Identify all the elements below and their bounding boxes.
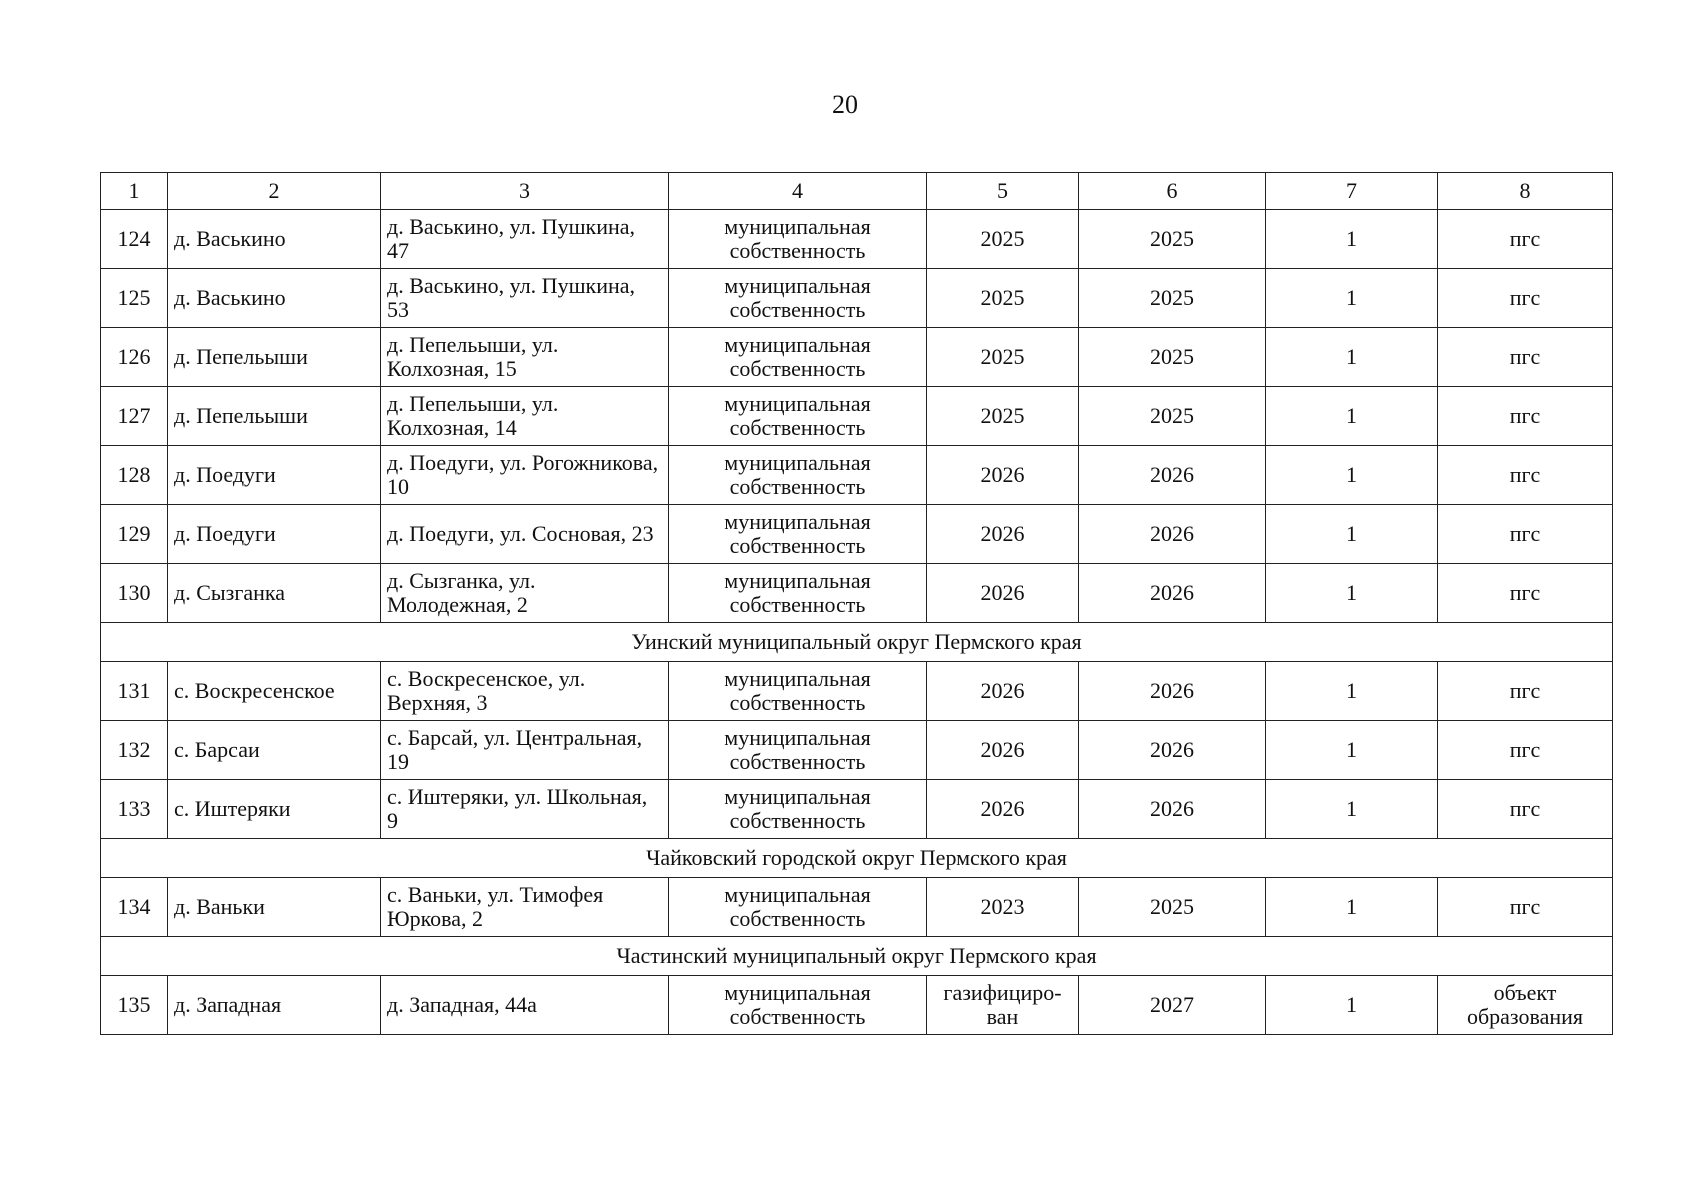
settlement-name-cell: д. Западная: [168, 976, 381, 1035]
table-row: [101, 269, 1613, 328]
settlement-name-cell: д. Васькино: [168, 210, 381, 269]
section-heading-row: [101, 623, 1613, 662]
quantity-cell: 1: [1266, 387, 1438, 446]
table-body: [101, 173, 1613, 1035]
object-type-cell: пгс: [1438, 780, 1613, 839]
row-number-cell: 128: [101, 446, 168, 505]
table-row: [101, 662, 1613, 721]
object-address-cell: с. Барсай, ул. Центральная, 19: [381, 721, 669, 780]
settlement-name-cell: с. Барсаи: [168, 721, 381, 780]
section-heading-row: [101, 937, 1613, 976]
row-number-cell: 130: [101, 564, 168, 623]
ownership-type-cell: муниципальная собственность: [669, 505, 927, 564]
ownership-type-cell: муниципальная собственность: [669, 780, 927, 839]
object-type-cell: пгс: [1438, 446, 1613, 505]
settlement-name-cell: с. Воскресенское: [168, 662, 381, 721]
row-number-cell: 131: [101, 662, 168, 721]
object-type-cell: пгс: [1438, 721, 1613, 780]
year-col-6-cell: 2025: [1079, 387, 1266, 446]
settlement-name-cell: д. Пепельыши: [168, 387, 381, 446]
column-header: 6: [1079, 173, 1266, 210]
ownership-type-cell: муниципальная собственность: [669, 269, 927, 328]
quantity-cell: 1: [1266, 446, 1438, 505]
ownership-type-cell: муниципальная собственность: [669, 878, 927, 937]
row-number-cell: 135: [101, 976, 168, 1035]
quantity-cell: 1: [1266, 721, 1438, 780]
row-number-cell: 127: [101, 387, 168, 446]
object-address-cell: с. Ваньки, ул. Тимофея Юркова, 2: [381, 878, 669, 937]
row-number-cell: 126: [101, 328, 168, 387]
settlement-name-cell: д. Сызганка: [168, 564, 381, 623]
year-col-6-cell: 2026: [1079, 505, 1266, 564]
row-number-cell: 129: [101, 505, 168, 564]
quantity-cell: 1: [1266, 780, 1438, 839]
object-address-cell: с. Воскресенское, ул. Верхняя, 3: [381, 662, 669, 721]
year-col-6-cell: 2027: [1079, 976, 1266, 1035]
table-row: [101, 210, 1613, 269]
object-address-cell: д. Поедуги, ул. Сосновая, 23: [381, 505, 669, 564]
column-header: 1: [101, 173, 168, 210]
column-header: 8: [1438, 173, 1613, 210]
object-address-cell: с. Иштеряки, ул. Школьная, 9: [381, 780, 669, 839]
object-type-cell: пгс: [1438, 387, 1613, 446]
settlement-name-cell: д. Васькино: [168, 269, 381, 328]
ownership-type-cell: муниципальная собственность: [669, 446, 927, 505]
year-col-6-cell: 2026: [1079, 662, 1266, 721]
table-row: [101, 780, 1613, 839]
page-number: 20: [832, 90, 858, 119]
object-address-cell: д. Васькино, ул. Пушкина, 53: [381, 269, 669, 328]
quantity-cell: 1: [1266, 210, 1438, 269]
object-type-cell: пгс: [1438, 505, 1613, 564]
settlement-name-cell: д. Поедуги: [168, 505, 381, 564]
object-address-cell: д. Поедуги, ул. Рогожникова, 10: [381, 446, 669, 505]
year-col-5-cell: 2025: [927, 387, 1079, 446]
year-col-6-cell: 2026: [1079, 721, 1266, 780]
ownership-type-cell: муниципальная собственность: [669, 210, 927, 269]
year-col-6-cell: 2025: [1079, 210, 1266, 269]
column-header: 2: [168, 173, 381, 210]
year-col-6-cell: 2026: [1079, 564, 1266, 623]
ownership-type-cell: муниципальная собственность: [669, 564, 927, 623]
year-col-5-cell: 2026: [927, 564, 1079, 623]
quantity-cell: 1: [1266, 505, 1438, 564]
object-type-cell: объект образования: [1438, 976, 1613, 1035]
settlement-name-cell: д. Поедуги: [168, 446, 381, 505]
ownership-type-cell: муниципальная собственность: [669, 976, 927, 1035]
year-col-5-cell: 2025: [927, 328, 1079, 387]
row-number-cell: 134: [101, 878, 168, 937]
table-row: [101, 564, 1613, 623]
data-table: [100, 172, 1613, 1035]
quantity-cell: 1: [1266, 878, 1438, 937]
ownership-type-cell: муниципальная собственность: [669, 387, 927, 446]
section-heading: Частинский муниципальный округ Пермского края: [101, 937, 1613, 976]
object-type-cell: пгс: [1438, 662, 1613, 721]
object-address-cell: д. Пепельыши, ул. Колхозная, 14: [381, 387, 669, 446]
column-header: 5: [927, 173, 1079, 210]
row-number-cell: 125: [101, 269, 168, 328]
table-row: [101, 387, 1613, 446]
row-number-cell: 133: [101, 780, 168, 839]
column-header: 7: [1266, 173, 1438, 210]
table-row: [101, 721, 1613, 780]
year-col-5-cell: 2026: [927, 662, 1079, 721]
column-number-row: [101, 173, 1613, 210]
year-col-6-cell: 2025: [1079, 269, 1266, 328]
ownership-type-cell: муниципальная собственность: [669, 662, 927, 721]
year-col-6-cell: 2025: [1079, 878, 1266, 937]
object-type-cell: пгс: [1438, 328, 1613, 387]
object-type-cell: пгс: [1438, 878, 1613, 937]
section-heading: Чайковский городской округ Пермского края: [101, 839, 1613, 878]
settlement-name-cell: с. Иштеряки: [168, 780, 381, 839]
year-col-5-cell: 2023: [927, 878, 1079, 937]
row-number-cell: 124: [101, 210, 168, 269]
table-row: [101, 328, 1613, 387]
settlement-name-cell: д. Пепельыши: [168, 328, 381, 387]
object-address-cell: д. Сызганка, ул. Молодежная, 2: [381, 564, 669, 623]
year-col-5-cell: 2025: [927, 269, 1079, 328]
object-address-cell: д. Васькино, ул. Пушкина, 47: [381, 210, 669, 269]
row-number-cell: 132: [101, 721, 168, 780]
table-row: [101, 446, 1613, 505]
quantity-cell: 1: [1266, 564, 1438, 623]
year-col-6-cell: 2026: [1079, 446, 1266, 505]
quantity-cell: 1: [1266, 328, 1438, 387]
table-row: [101, 878, 1613, 937]
ownership-type-cell: муниципальная собственность: [669, 328, 927, 387]
year-col-5-cell: 2026: [927, 721, 1079, 780]
settlement-name-cell: д. Ваньки: [168, 878, 381, 937]
table-row: [101, 976, 1613, 1035]
year-col-6-cell: 2025: [1079, 328, 1266, 387]
table-row: [101, 505, 1613, 564]
quantity-cell: 1: [1266, 269, 1438, 328]
year-col-6-cell: 2026: [1079, 780, 1266, 839]
year-col-5-cell: 2025: [927, 210, 1079, 269]
section-heading: Уинский муниципальный округ Пермского края: [101, 623, 1613, 662]
year-col-5-cell: 2026: [927, 505, 1079, 564]
quantity-cell: 1: [1266, 976, 1438, 1035]
ownership-type-cell: муниципальная собственность: [669, 721, 927, 780]
year-col-5-cell: газифициро-ван: [927, 976, 1079, 1035]
column-header: 4: [669, 173, 927, 210]
object-type-cell: пгс: [1438, 210, 1613, 269]
object-address-cell: д. Пепельыши, ул. Колхозная, 15: [381, 328, 669, 387]
year-col-5-cell: 2026: [927, 446, 1079, 505]
section-heading-row: [101, 839, 1613, 878]
object-type-cell: пгс: [1438, 564, 1613, 623]
quantity-cell: 1: [1266, 662, 1438, 721]
year-col-5-cell: 2026: [927, 780, 1079, 839]
object-type-cell: пгс: [1438, 269, 1613, 328]
column-header: 3: [381, 173, 669, 210]
object-address-cell: д. Западная, 44а: [381, 976, 669, 1035]
